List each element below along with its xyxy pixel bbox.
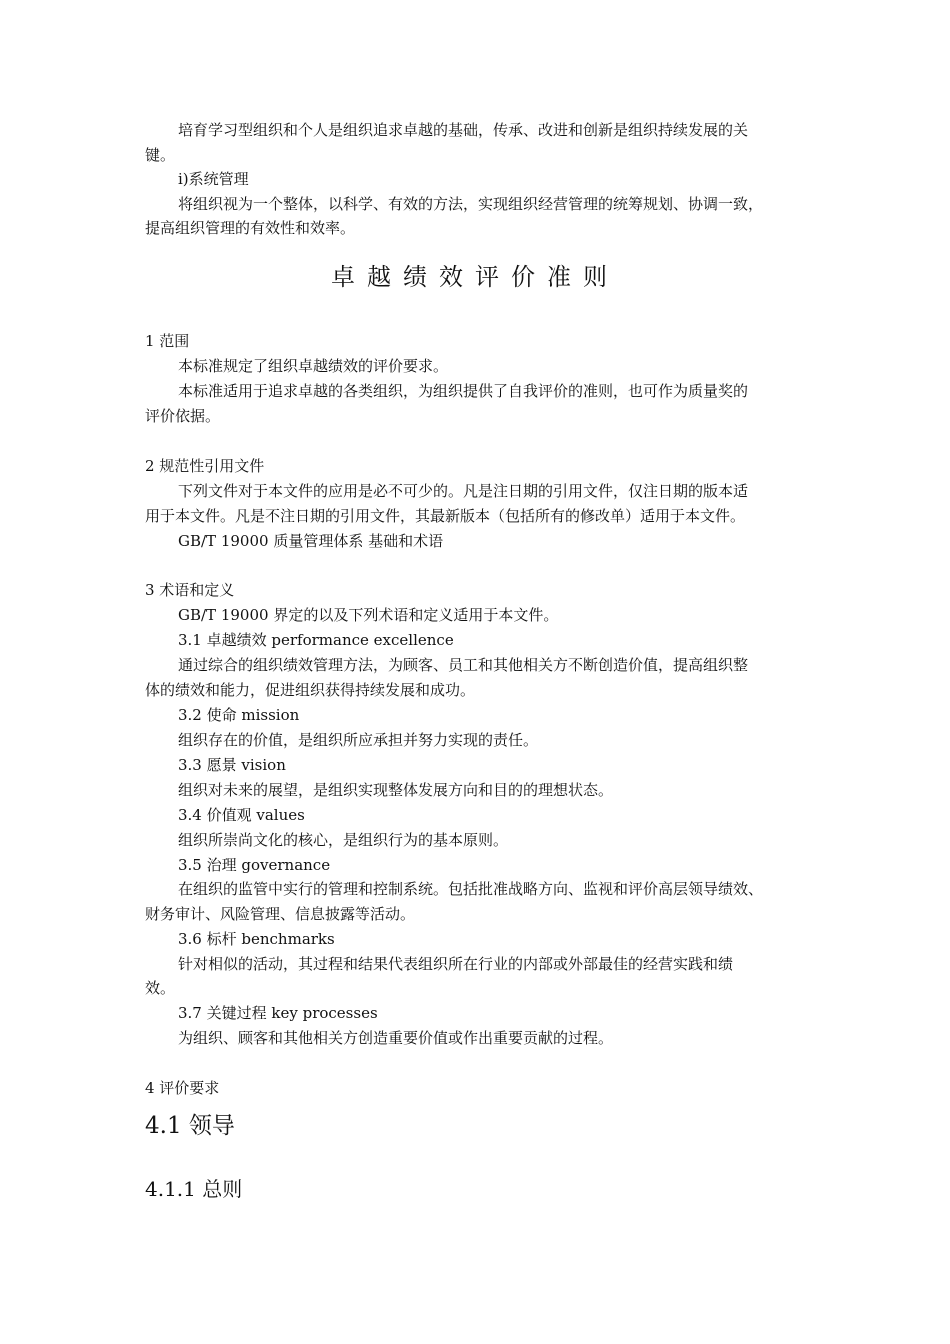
term-heading: 3.4 价值观 values — [178, 806, 305, 824]
paragraph-line: 财务审计、风险管理、信息披露等活动。 — [145, 905, 416, 923]
term-heading: 3.1 卓越绩效 performance excellence — [178, 631, 454, 649]
term-heading: 3.6 标杆 benchmarks — [178, 930, 335, 948]
paragraph-line: 组织对未来的展望，是组织实现整体发展方向和目的的理想状态。 — [178, 781, 614, 799]
reference-line: GB/T 19000 质量管理体系 基础和术语 — [178, 532, 444, 550]
paragraph-line: 本标准适用于追求卓越的各类组织，为组织提供了自我评价的准则，也可作为质量奖的 — [178, 382, 749, 400]
term-heading: 3.5 治理 governance — [178, 856, 331, 874]
paragraph-line: 体的绩效和能力，促进组织获得持续发展和成功。 — [145, 681, 476, 699]
term-heading: 3.7 关键过程 key processes — [178, 1004, 378, 1022]
paragraph-line: 用于本文件。凡是不注日期的引用文件，其最新版本（包括所有的修改单）适用于本文件。 — [145, 507, 746, 525]
paragraph-line: GB/T 19000 界定的以及下列术语和定义适用于本文件。 — [178, 606, 559, 624]
paragraph-line: 键。 — [145, 146, 176, 164]
term-heading: 3.3 愿景 vision — [178, 756, 286, 774]
heading-4-1-1: 4.1.1 总则 — [145, 1177, 243, 1201]
paragraph-line: 提高组织管理的有效性和效率。 — [145, 219, 356, 237]
paragraph-line: 在组织的监管中实行的管理和控制系统。包括批准战略方向、监视和评价高层领导绩效、 — [178, 880, 764, 898]
paragraph-line: 组织存在的价值，是组织所应承担并努力实现的责任。 — [178, 731, 539, 749]
paragraph-line: 本标准规定了组织卓越绩效的评价要求。 — [178, 357, 449, 375]
paragraph-line: 组织所崇尚文化的核心，是组织行为的基本原则。 — [178, 831, 509, 849]
subheading: i)系统管理 — [178, 170, 249, 188]
paragraph-line: 评价依据。 — [145, 407, 221, 425]
document-title: 卓越绩效评价准则 — [331, 263, 619, 291]
heading-4-1: 4.1 领导 — [145, 1113, 235, 1139]
paragraph-line: 为组织、顾客和其他相关方创造重要价值或作出重要贡献的过程。 — [178, 1029, 614, 1047]
term-heading: 3.2 使命 mission — [178, 706, 300, 724]
paragraph-line: 通过综合的组织绩效管理方法，为顾客、员工和其他相关方不断创造价值，提高组织整 — [178, 656, 749, 674]
paragraph-line: 将组织视为一个整体，以科学、有效的方法，实现组织经营管理的统筹规划、协调一致， — [178, 195, 764, 213]
section-heading: 2 规范性引用文件 — [145, 457, 265, 475]
paragraph-line: 针对相似的活动，其过程和结果代表组织所在行业的内部或外部最佳的经营实践和绩 — [178, 955, 734, 973]
section-heading: 3 术语和定义 — [145, 581, 235, 599]
section-heading: 1 范围 — [145, 332, 190, 350]
paragraph-line: 效。 — [145, 979, 176, 997]
section-heading: 4 评价要求 — [145, 1079, 220, 1097]
paragraph-line: 培育学习型组织和个人是组织追求卓越的基础，传承、改进和创新是组织持续发展的关 — [178, 121, 749, 139]
paragraph-line: 下列文件对于本文件的应用是必不可少的。凡是注日期的引用文件，仅注日期的版本适 — [178, 482, 749, 500]
